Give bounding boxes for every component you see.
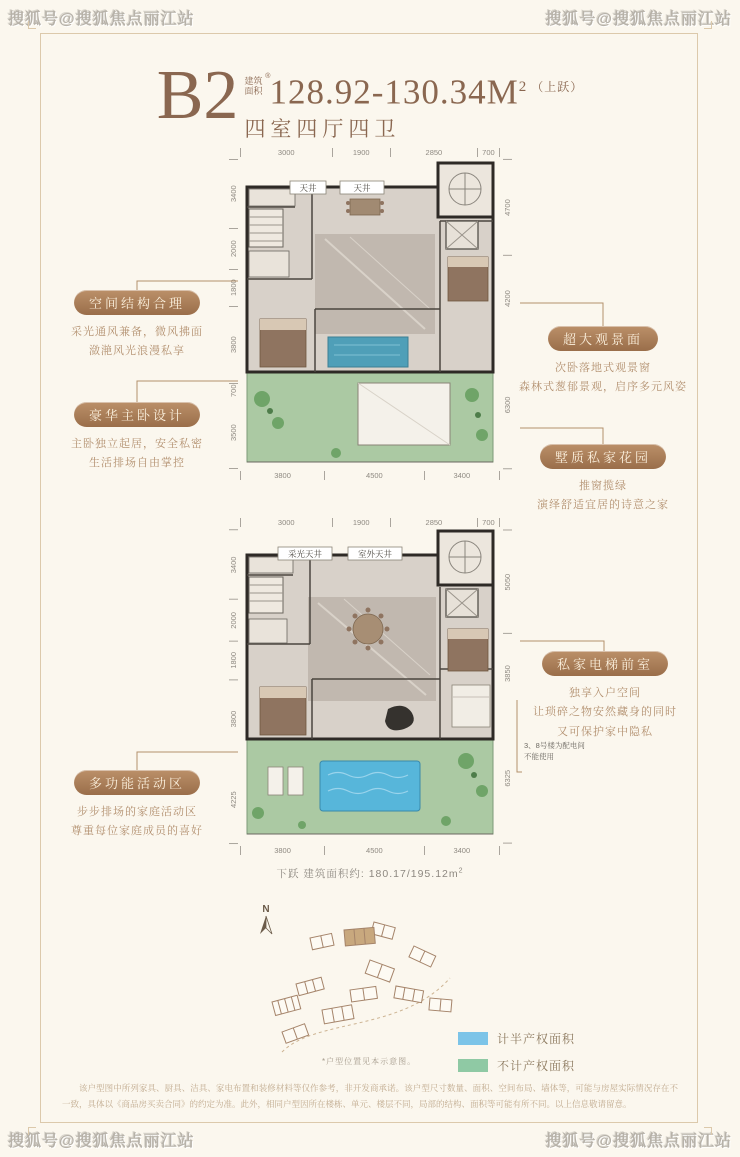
swimming-pool (320, 761, 420, 811)
callout-space-structure (47, 290, 227, 362)
watermark-bottom-left: 搜狐号@搜狐焦点丽江站 (8, 1133, 195, 1150)
callout-text: 让琐碎之物安然藏身的同时 (533, 706, 677, 719)
callout-text: 又可保护家中隐私 (557, 725, 653, 738)
registered-mark: ® (265, 73, 271, 80)
bedroom-bed (260, 687, 306, 735)
callout-text: 推窗揽绿 (579, 480, 627, 492)
power-room-note: 3、8号楼为配电间 不能使用 (524, 741, 585, 762)
callout-badge: 私家电梯前室 (542, 651, 668, 676)
upper-dims-top: 3000 1900 2850 700 (240, 146, 500, 159)
area-legend (458, 1030, 575, 1074)
site-buildings (272, 922, 452, 1043)
legend-swatch-green (458, 1059, 488, 1072)
legend-swatch-blue (458, 1032, 488, 1045)
well-label: 采光天井 (287, 549, 323, 559)
stair-core (438, 531, 493, 585)
lower-floor-plan (240, 529, 500, 844)
watermark-top-right: 搜狐号@搜狐焦点丽江站 (545, 11, 732, 28)
bathroom (249, 251, 289, 277)
callout-text: 采光通风兼备，微风拂面 (71, 326, 203, 338)
callout-private-elevator (506, 651, 704, 742)
lower-dims-top: 3000 1900 2850 700 (240, 516, 500, 529)
well-label: 天井 (353, 183, 371, 193)
lower-dims-bottom: 3800 4500 3400 (240, 844, 500, 857)
well-label: 室外天井 (357, 549, 393, 559)
callout-badge: 超大观景面 (548, 326, 658, 351)
master-bed (260, 319, 306, 367)
lower-dims-left: 3400 2000 1800 3800 4225 (226, 529, 240, 844)
callout-text: 森林式葱郁景观，启序多元风姿 (519, 381, 687, 394)
spa-pool (328, 337, 408, 367)
internal-staircase (249, 577, 283, 613)
elevator (446, 589, 478, 617)
upper-floor-plan (240, 159, 500, 469)
lower-plan-block (226, 516, 514, 881)
callout-badge: 豪华主卧设计 (74, 402, 200, 427)
daybed (452, 685, 490, 727)
callout-text: 演绎舒适宜居的诗意之家 (537, 499, 669, 512)
watermark-top-left: 搜狐号@搜狐焦点丽江站 (8, 11, 195, 28)
legend-item (458, 1030, 575, 1047)
callout-activity-area (47, 770, 227, 842)
lower-plan-caption: 下跃 建筑面积约: $180.17/195.12m^2$ (276, 867, 464, 880)
callout-text: 生活排场自由掌控 (89, 457, 185, 470)
callout-badge: 空间结构合理 (74, 290, 200, 315)
legend-item (458, 1057, 575, 1074)
room-layout: 四室四厅四卫 (244, 117, 401, 141)
corner-tick (704, 21, 712, 29)
callout-master-bedroom (47, 402, 227, 474)
callout-view-facade (505, 326, 701, 398)
second-bed (448, 257, 488, 301)
disclaimer-text: 该户型图中所列家具、厨具、洁具、家电布置和装修材料等仅作参考，非开发商承诺。该户型尺寸数量、面积、空间布局、墙体等，可能与房屋实际情况存在不一致，具体以《商品房买卖合同》的约定为准。此外，相同户型因所在楼栋、单元、楼层不同，局部的结构、面积等可能有所不同。以上信息敬请留意。 (62, 1083, 678, 1110)
bedroom-bed (448, 629, 488, 671)
dining-table (346, 199, 384, 215)
svg-text:N: N (262, 904, 270, 915)
stair-core (438, 163, 493, 217)
callout-text: 尊重每位家庭成员的喜好 (71, 825, 203, 838)
legend-label: 不计产权面积 (497, 1059, 576, 1073)
area-suffix: （上跃） (531, 80, 584, 94)
compass-north (260, 904, 272, 934)
upper-dims-right: 4700 4200 6300 (500, 159, 514, 469)
corner-tick (28, 21, 36, 29)
callout-private-garden (505, 444, 701, 516)
subject-building (344, 927, 375, 946)
legend-label: 计半产权面积 (497, 1032, 576, 1046)
callout-text: 独享入户空间 (569, 687, 641, 699)
elevator (446, 221, 478, 249)
site-plan (252, 900, 464, 1068)
area-label: 建筑 面积 ® (244, 73, 271, 96)
unit-code: B2 (156, 57, 239, 134)
corner-tick (704, 1127, 712, 1135)
callout-badge: 多功能活动区 (74, 770, 200, 795)
watermark-bottom-right: 搜狐号@搜狐焦点丽江站 (545, 1133, 732, 1150)
callout-text: 潋滟风光浪漫私享 (89, 345, 185, 358)
plan-title-block (0, 57, 740, 143)
upper-plan-block (226, 146, 514, 482)
upper-dims-bottom: 3800 4500 3400 (240, 469, 500, 482)
well-label: 天井 (299, 183, 317, 193)
callout-text: 主卧独立起居，安全私密 (71, 438, 203, 450)
callout-badge: 墅质私家花园 (540, 444, 666, 469)
callout-text: 次卧落地式观景窗 (555, 362, 651, 374)
lower-dims-right: 5050 3850 6325 (500, 529, 514, 844)
upper-dims-left: 3400 2000 1800 3800 700 3500 (226, 159, 240, 469)
callout-text: 步步排场的家庭活动区 (77, 806, 197, 818)
site-plan-note: *户型位置见本示意图。 (322, 1057, 417, 1066)
bathroom (249, 619, 287, 643)
internal-staircase (249, 209, 283, 247)
corner-tick (28, 1127, 36, 1135)
area-value: $128.92-130.34M^2$ (269, 72, 528, 112)
bathroom (249, 189, 295, 206)
